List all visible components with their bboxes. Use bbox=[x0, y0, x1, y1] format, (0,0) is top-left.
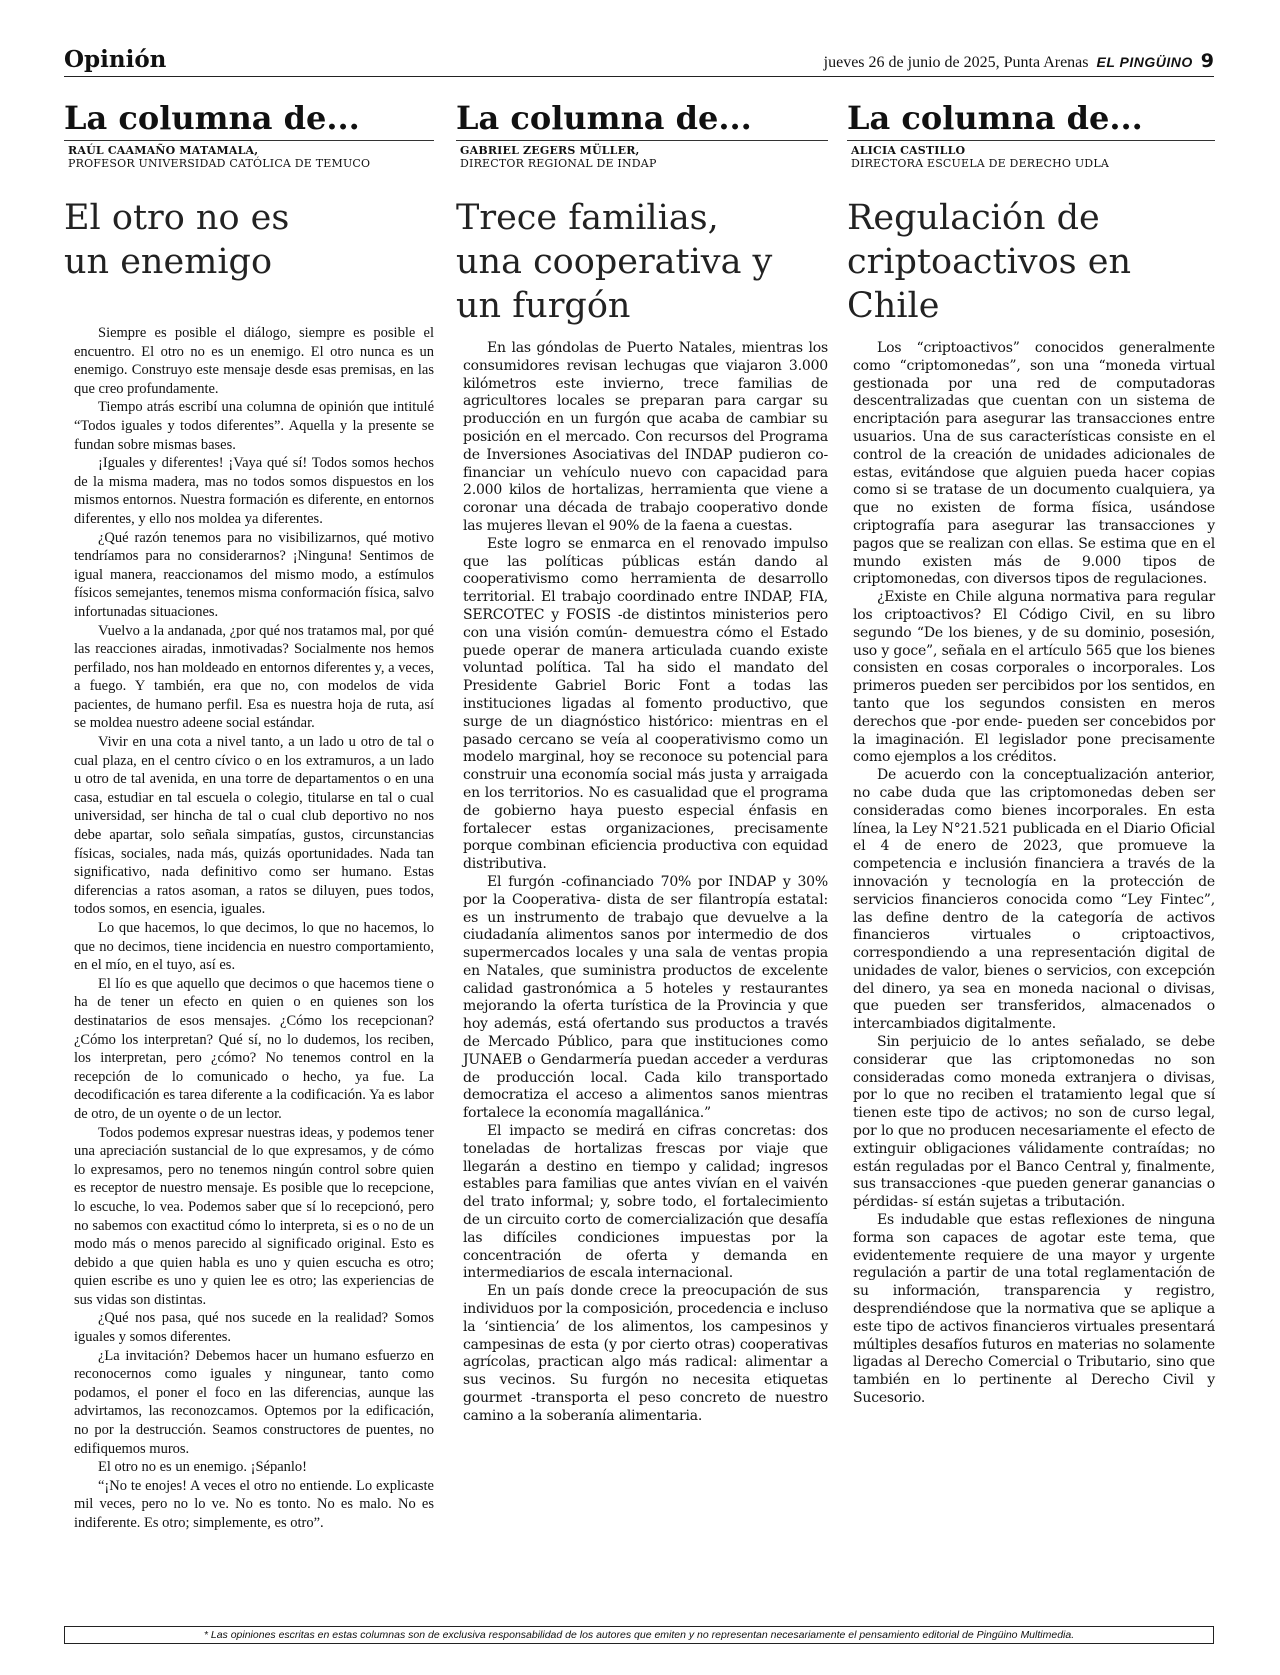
author-role: DIRECTOR REGIONAL DE INDAP bbox=[460, 157, 657, 170]
paragraph: El furgón -cofinanciado 70% por INDAP y 30% por la Cooperativa- dista de ser filantropía estatal: es un instrumento de trabajo que devuelve a la ciudadanía alimentos sanos por intermedio de dos supermercados locales y una sala de ventas propia en Natales, que suministra productos de excelente calidad gastronómica a 5 hoteles y restaurantes mejorando la oferta turística de la Provincia y que hoy además, está ofertando sus productos a través de Mercado Público, para que instituciones como JUNAEB o Gendarmería puedan acceder a verduras de producción local. Cada kilo transportado democratiza el acceso a alimentos sanos mientras fortalece la economía magallánica.” bbox=[463, 873, 828, 1122]
paragraph: De acuerdo con la conceptualización anterior, no cabe duda que las criptomonedas deben ser consideradas como bienes incorporales. En esta línea, la Ley N°21.521 publicada en el Diario Oficial el 4 de enero de 2023, que promueve la competencia e inclusión financiera a través de la innovación y tecnología en la protección de servicios financieros conocida como “Ley Fintec”, las define dentro de la categoría de activos financieros virtuales o criptoactivos, correspondiendo a una representación digital de unidades de valor, bienes o servicios, con excepción del dinero, ya sea en moneda nacional o divisas, que pueden ser transferidos, almacenados o intercambiados digitalmente. bbox=[853, 767, 1215, 1033]
paragraph: ¡Iguales y diferentes! ¡Vaya qué sí! Todos somos hechos de la misma madera, mas no todos somos dispuestos en los mismos entornos. Nuestra formación es diferente, en entornos diferentes, y ello nos moldea ya diferentes. bbox=[74, 455, 434, 527]
author-name: ALICIA CASTILLO bbox=[851, 144, 966, 157]
paragraph: Siempre es posible el diálogo, siempre es posible el encuentro. El otro no es un enemigo. El otro nunca es un enemigo. Construyo este mensaje desde esas premisas, en las que creo profundamente. bbox=[74, 325, 434, 397]
paragraph: ¿La invitación? Debemos hacer un humano esfuerzo en reconocernos como iguales y ningunear, tanto como podamos, el poner el foco en las diferencias, aunque las advirtamos, las reconozcamos. Optemos por la edificación, no por la destrucción. Seamos constructores de puentes, no edifiquemos muros. bbox=[74, 1347, 434, 1457]
paragraph: Vivir en una cota a nivel tanto, a un lado u otro de tal o cual plaza, en el centro cívico o en los extramuros, a un lado u otro de tal avenida, en una torre de departamentos o en una casa, estudiar en tal escuela o colegio, titularse en tal o cual universidad, ser hincha de tal o cual club deportivo no nos debe apartar, solo señala simpatías, gustos, circunstancias físicas, sociales, nada más, quizás oportunidades. Nada tan significativo, nada definitivo como ser humano. Estas diferencias a ratos asoman, a ratos se diluyen, pues todos, todos somos, en esencia, iguales. bbox=[74, 734, 434, 918]
article-body bbox=[847, 340, 1215, 1408]
paragraph: Vuelvo a la andanada, ¿por qué nos tratamos mal, por qué las reacciones airadas, inmotivadas? Socialmente nos hemos perfilado, nos han moldeado en entornos diferentes y, a veces, a fuego. Y también, era que no, con modelos de vida pacientes, de humano perfil. Esa es nuestra hoja de ruta, así se moldea nuestro adeene social estándar. bbox=[74, 622, 434, 732]
paragraph: El lío es que aquello que decimos o que hacemos tiene o ha de tener un efecto en quien o en quienes son los destinatarios de esos mensajes. ¿Cómo los recepcionan? ¿Cómo los interpretan? Qué sí, no lo dudemos, los reciben, los interpretan, pero ¿cómo? No tenemos control en la recepción de lo comunicado o hecho, ya fue. La decodificación es tarea diferente a la codificación. Ya es labor de otro, de un oyente o de un lector. bbox=[74, 975, 434, 1122]
paragraph: Todos podemos expresar nuestras ideas, y podemos tener una apreciación sustancial de lo que expresamos, y de cómo lo expresamos, pero no tenemos ningún control sobre quien es receptor de nuestro mensaje. Es posible que lo recepcione, lo escuche, lo vea. Podemos saber que sí lo recepcionó, pero no sabemos con exactitud cómo lo interpreta, si es o no de un modo más o menos parecido al significado original. Esto es debido a que quien habla es uno y quien escucha es otro; quien escribe es uno y quien lee es otro; las experiencias de sus vidas son distintas. bbox=[74, 1124, 434, 1308]
opinion-column-zegers bbox=[456, 96, 828, 1426]
paragraph: El impacto se medirá en cifras concretas: dos toneladas de hortalizas frescas por viaje que llegarán a destino en tiempo y calidad; ingresos estables para familias que antes vivían en el vaivén del trato informal; y, sobre todo, el fortalecimiento de un circuito corto de comercialización que desafía las difíciles condiciones impuestas por la concentración de oferta y demanda en intermediarios de escala internacional. bbox=[463, 1123, 828, 1282]
paragraph: Sin perjuicio de lo antes señalado, se debe considerar que las criptomonedas no son consideradas como moneda extranjera o divisas, por lo que no reciben el tratamiento legal que sí tienen este tipo de activos; no son de curso legal, por lo que no producen necesariamente el efecto de extinguir obligaciones válidamente contraídas; no están reguladas por el Banco Central y, finalmente, sus transacciones -que pueden generar ganancias o pérdidas- sí están sujetas a tributación. bbox=[853, 1034, 1215, 1211]
paragraph: ¿Existe en Chile alguna normativa para regular los criptoactivos? El Código Civil, en su libro segundo “De los bienes, y de su dominio, posesión, uso y goce”, señala en el artículo 565 que los bienes consisten en cosas corporales o incorporales. Los primeros pueden ser percibidos por los sentidos, en tanto que los segundos consisten en meros derechos que -por ende- pueden ser concebidos por la imaginación. El legislador pone precisamente como ejemplos a los créditos. bbox=[853, 589, 1215, 766]
author-name: RAÚL CAAMAÑO MATAMALA, bbox=[68, 144, 259, 157]
opinion-column-caamano bbox=[64, 96, 434, 1533]
article-headline: El otro no es un enemigo bbox=[64, 198, 290, 282]
paragraph: ¿Qué razón tenemos para no visibilizarnos, qué motivo tendríamos para no considerarnos? ¡Ninguna! Sentimos de igual manera, reaccionamos del mismo modo, a estímulos físicos semejantes, tenemos misma conformación física, salvo infortunadas situaciones. bbox=[74, 529, 434, 620]
column-kicker: La columna de... bbox=[847, 96, 1215, 141]
paragraph: Lo que hacemos, lo que decimos, lo que no hacemos, lo que no decimos, tiene incidencia en nuestro comportamiento, en el mío, en el tuyo, así es. bbox=[74, 920, 434, 974]
article-headline: Trece familias, una cooperativa y un furgón bbox=[456, 198, 773, 326]
article-body bbox=[64, 324, 434, 1533]
paragraph: “¡No te enojes! A veces el otro no entiende. Lo explicaste mil veces, pero no lo ve. No es tonto. No es malo. No es indiferente. Es otro; simplemente, es otro”. bbox=[74, 1477, 434, 1531]
page-header bbox=[64, 46, 1214, 77]
editorial-disclaimer: * Las opiniones escritas en estas columnas son de exclusiva responsabilidad de los autores que emiten y no representan necesariamente el pensamiento editorial de Pingüino Multimedia. bbox=[64, 1626, 1214, 1644]
paragraph: En las góndolas de Puerto Natales, mientras los consumidores revisan lechugas que viajaron 3.000 kilómetros este invierno, trece familias de agricultores locales se preparan para cargar su producción en un furgón que acaba de cambiar su posición en el mercado. Con recursos del Programa de Inversiones Asociativas del INDAP pudieron co-financiar un vehículo nuevo con capacidad para 2.000 kilos de hortalizas, herramienta que viene a coronar una década de trabajo cooperativo donde las mujeres llevan el 90% de la faena a cuestas. bbox=[463, 340, 828, 534]
column-kicker: La columna de... bbox=[456, 96, 828, 141]
paragraph: Los “criptoactivos” conocidos generalmente como “criptomonedas”, son una “moneda virtual gestionada por una red de computadoras descentralizadas que cuentan con un sistema de encriptación para asegurar las transacciones entre usuarios. Una de sus características consiste en el control de la creación de unidades adicionales de estas, evitándose que alguien pueda hacer copias como si se tratase de un documento cualquiera, ya que no existen de forma física, usándose criptografía para asegurar las transacciones y pagos que se realizan con ellas. Se estima que en el mundo existen más de 9.000 tipos de criptomonedas, con diversos tipos de regulaciones. bbox=[853, 340, 1215, 588]
article-body bbox=[456, 340, 828, 1426]
author-role: PROFESOR UNIVERSIDAD CATÓLICA DE TEMUCO bbox=[68, 157, 371, 170]
author-name: GABRIEL ZEGERS MÜLLER, bbox=[460, 144, 640, 157]
page-number: 9 bbox=[1200, 50, 1214, 72]
opinion-column-castillo bbox=[847, 96, 1215, 1408]
section-name: Opinión bbox=[64, 46, 167, 73]
paragraph: Es indudable que estas reflexiones de ninguna forma son capaces de agotar este tema, que evidentemente requiere de una mayor y urgente regulación a partir de una total reglamentación de su información, transparencia y registro, desprendiéndose que la normativa que se aplique a este tipo de activos financieros virtuales presentará múltiples desafíos futuros en materias no solamente ligadas al Derecho Comercial o Tributario, sino que también en lo pertinente al Derecho Civil y Sucesorio. bbox=[853, 1212, 1215, 1407]
paragraph: Tiempo atrás escribí una columna de opinión que intitulé “Todos iguales y todos diferentes”. Aquella y la presente se fundan sobre mismas bases. bbox=[74, 399, 434, 453]
author-role: DIRECTORA ESCUELA DE DERECHO UDLA bbox=[851, 157, 1109, 170]
article-headline: Regulación de criptoactivos en Chile bbox=[847, 198, 1131, 326]
paragraph: El otro no es un enemigo. ¡Sépanlo! bbox=[98, 1459, 307, 1476]
paragraph: Este logro se enmarca en el renovado impulso que las políticas públicas están dando al cooperativismo como herramienta de desarrollo territorial. El trabajo coordinado entre INDAP, FIA, SERCOTEC y FOSIS -de distintos ministerios pero con una visión común- demuestra cómo el Estado puede operar de manera articulada cuando existe voluntad política. Tal ha sido el mandato del Presidente Gabriel Boric Font a todas las instituciones ligadas al fomento productivo, que surge de un diagnóstico histórico: mientras en el pasado cercano se veía al cooperativismo como un modelo marginal, hoy se reconoce su potencial para construir una economía social más justa y arraigada en los territorios. No es casualidad que el programa de gobierno haya puesto especial énfasis en fortalecer estas organizaciones, precisamente porque combinan eficiencia productiva con equidad distributiva. bbox=[463, 535, 828, 873]
paragraph: ¿Qué nos pasa, qué nos sucede en la realidad? Somos iguales y somos diferentes. bbox=[74, 1310, 434, 1346]
newspaper-logo: EL PINGÜINO bbox=[1096, 54, 1193, 70]
dateline: jueves 26 de junio de 2025, Punta Arenas bbox=[823, 54, 1089, 71]
header-info bbox=[824, 50, 1214, 72]
paragraph: En un país donde crece la preocupación de sus individuos por la composición, procedencia e incluso la ‘sintiencia’ de los alimentos, los campesinos y campesinas de esta (y por cierto otras) cooperativas agrícolas, practican algo más radical: alimentar a sus vecinos. Su furgón no necesita etiquetas gourmet -transporta el peso concreto de nuestro camino a la soberanía alimentaria. bbox=[463, 1283, 828, 1424]
column-kicker: La columna de... bbox=[64, 96, 434, 141]
